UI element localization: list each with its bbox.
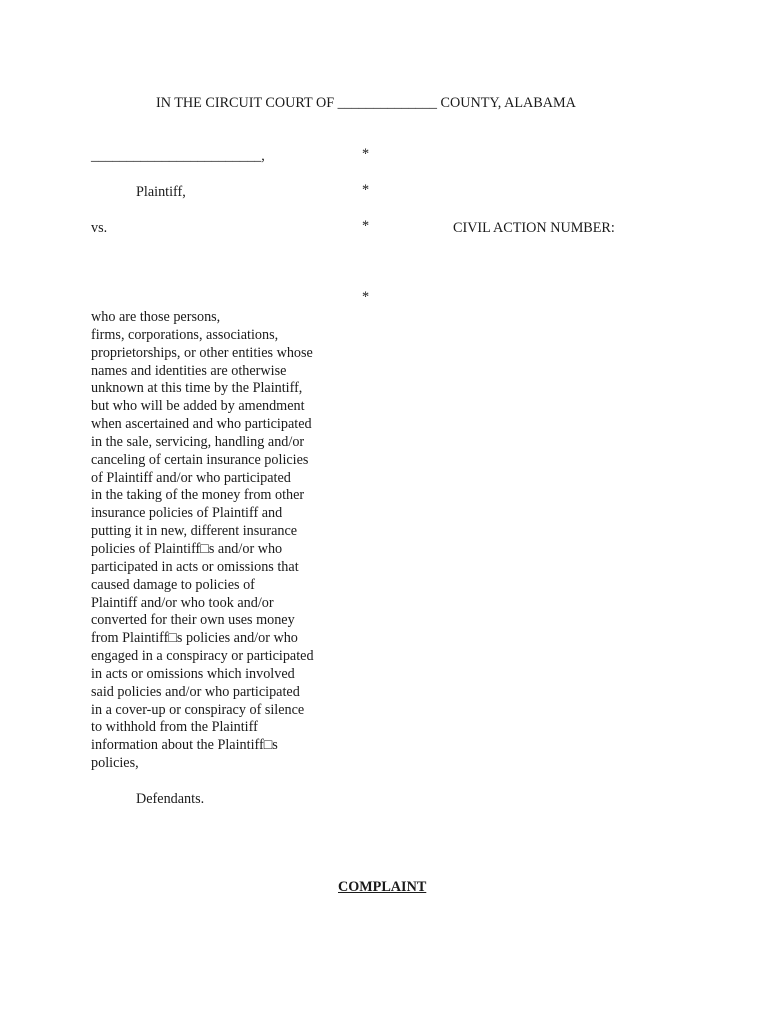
civil-action-number-label: CIVIL ACTION NUMBER:	[453, 220, 615, 236]
caption-separator-mark: *	[362, 289, 370, 305]
plaintiff-label: Plaintiff,	[136, 184, 186, 200]
caption-separator-mark: *	[362, 182, 370, 198]
plaintiff-name-blank: ________________________,	[91, 148, 265, 164]
complaint-heading: COMPLAINT	[338, 879, 427, 895]
defendants-label: Defendants.	[136, 791, 205, 807]
defendant-description: who are those persons, firms, corporations, associations, proprietorships, or other entities whose names and identities are otherwise unknown at this time by the Plaintiff, but who will be added by amendment when ascertained and who participated in the sale, servicing, handling and/or canceling of certain insurance policies of Plaintiff and/or who participated in the taking of the money from other insurance policies of Plaintiff and putting it in new, different insurance policies of Plaintiff□s and/or who participated in acts or omissions that caused damage to policies of Plaintiff and/or who took and/or converted for their own uses money from Plaintiff□s policies and/or who engaged in a conspiracy or participated in acts or omissions which involved said policies and/or who participated in a cover-up or conspiracy of silence to withhold from the Plaintiff information about the Plaintiff□s policies,	[91, 309, 314, 772]
versus-label: vs.	[91, 220, 108, 236]
caption-separator-mark: *	[362, 218, 370, 234]
caption-separator-mark: *	[362, 146, 370, 162]
court-title: IN THE CIRCUIT COURT OF ______________ COUNTY, ALABAMA	[156, 95, 576, 111]
